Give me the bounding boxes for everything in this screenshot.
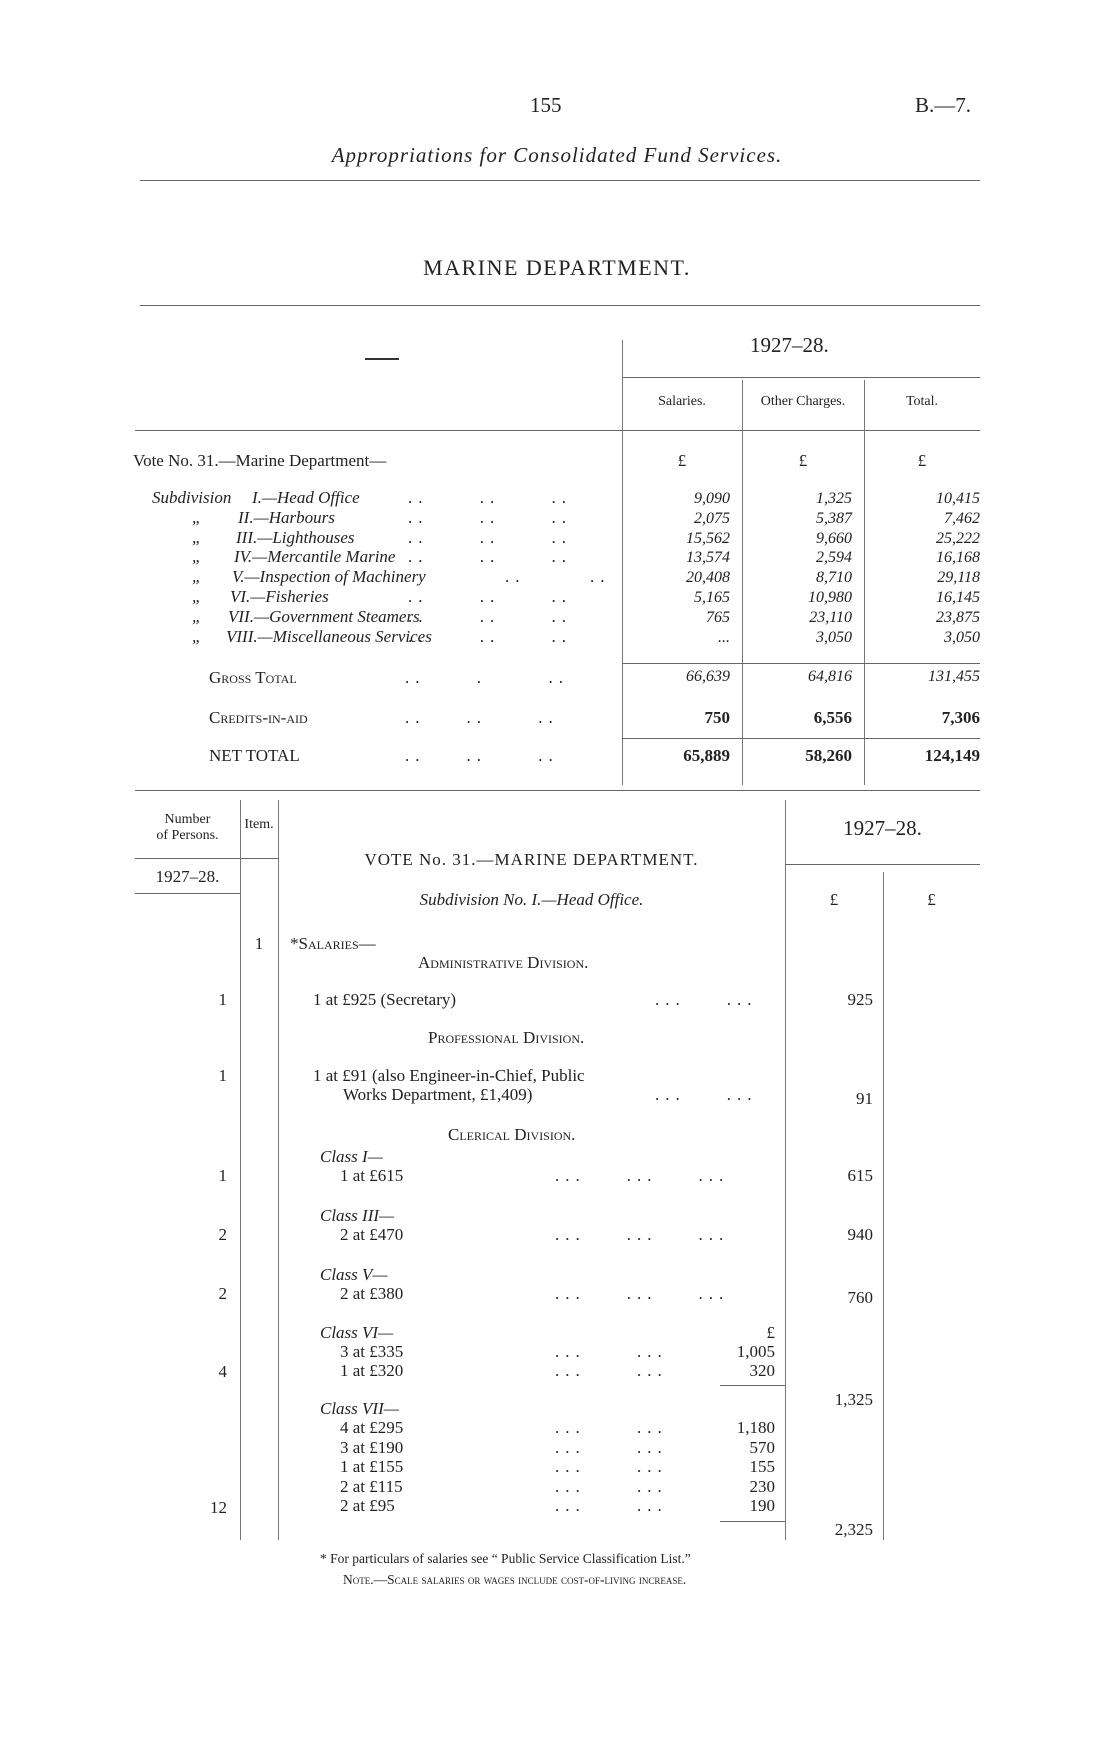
subdivision-prefix: „ bbox=[192, 567, 202, 587]
net-leaders: .. .. .. bbox=[405, 746, 559, 765]
col-persons-line2: of Persons. bbox=[156, 828, 219, 843]
class7-line: 2 at £95 bbox=[340, 1496, 395, 1515]
net-other: 58,260 bbox=[805, 746, 852, 765]
net-total: 124,149 bbox=[924, 746, 980, 765]
subdivision-prefix: Subdivision bbox=[152, 488, 232, 507]
row-salaries: 15,562 bbox=[686, 529, 730, 547]
class5-amount: 760 bbox=[847, 1288, 873, 1307]
class1-persons: 1 bbox=[218, 1166, 227, 1185]
header-rule bbox=[140, 180, 980, 181]
class6-subtotal-rule bbox=[720, 1385, 785, 1386]
subdivision-label: III.—Lighthouses bbox=[236, 527, 355, 547]
prof-division: Professional Division. bbox=[428, 1028, 585, 1047]
class7-persons: 12 bbox=[210, 1498, 227, 1517]
detail-vline-persons bbox=[240, 800, 241, 1540]
summary-top-rule bbox=[140, 305, 980, 306]
row-other-charges: 2,594 bbox=[816, 549, 852, 567]
class1-leaders: ... ... ... bbox=[555, 1166, 730, 1185]
prof-amount: 91 bbox=[856, 1089, 873, 1108]
row-leaders: .. .. .. bbox=[408, 587, 572, 606]
summary-currency-3: £ bbox=[917, 451, 927, 470]
class7-line: 1 at £155 bbox=[340, 1457, 404, 1476]
class3-leaders: ... ... ... bbox=[555, 1225, 730, 1244]
subdivision-prefix: „ bbox=[192, 547, 202, 567]
class6-line: 1 at £320 bbox=[340, 1361, 404, 1380]
gross-total-label: Gross Total bbox=[209, 668, 297, 687]
class6-amount: 1,325 bbox=[834, 1390, 873, 1409]
subdivision-label: IV.—Mercantile Marine bbox=[234, 547, 396, 567]
row-leaders: .. .. .. bbox=[408, 527, 572, 547]
class5-leaders: ... ... ... bbox=[555, 1284, 730, 1303]
gross-total: 131,455 bbox=[928, 668, 980, 685]
detail-currency-1: £ bbox=[829, 890, 839, 909]
subdivision-prefix: „ bbox=[192, 587, 202, 606]
col-salaries: Salaries. bbox=[658, 394, 706, 409]
class7-heading: Class VII— bbox=[320, 1399, 399, 1418]
class6-sub-currency: £ bbox=[766, 1323, 775, 1342]
vote-label: Vote No. 31.—Marine Department— bbox=[133, 451, 387, 470]
class7-line: 3 at £190 bbox=[340, 1437, 404, 1457]
col-total: Total. bbox=[905, 394, 939, 409]
class3-persons: 2 bbox=[218, 1225, 227, 1244]
summary-bottom-rule bbox=[135, 790, 980, 791]
class7-line-amount: 155 bbox=[749, 1457, 775, 1476]
detail-year: 1927–28. bbox=[843, 816, 922, 840]
prof-leaders: ... ... bbox=[655, 1085, 758, 1104]
persons-year-rule bbox=[135, 893, 240, 894]
admin-line: 1 at £925 (Secretary) bbox=[313, 990, 457, 1009]
admin-division: Administrative Division. bbox=[418, 953, 589, 972]
credits-leaders: .. .. .. bbox=[405, 708, 559, 727]
class5-heading: Class V— bbox=[320, 1265, 388, 1284]
row-total: 29,118 bbox=[937, 569, 980, 587]
col-item-header: Item. bbox=[244, 817, 274, 832]
class6-line-leaders: ... ... bbox=[555, 1361, 668, 1380]
detail-vline-item bbox=[278, 800, 279, 1540]
class7-line-leaders: ... ... bbox=[555, 1457, 668, 1476]
net-rule bbox=[622, 738, 980, 739]
prof-line-2: Works Department, £1,409) bbox=[343, 1085, 533, 1104]
note: Note.—Scale salaries or wages include cost-of-living increase. bbox=[343, 1572, 687, 1587]
row-salaries: 5,165 bbox=[694, 589, 730, 606]
class7-line-amount: 230 bbox=[749, 1476, 775, 1496]
class5-persons: 2 bbox=[218, 1284, 227, 1303]
row-total: 10,415 bbox=[936, 490, 980, 507]
subdivision-label: I.—Head Office bbox=[252, 488, 360, 507]
row-other-charges: 5,387 bbox=[816, 509, 852, 527]
row-other-charges: 23,110 bbox=[809, 608, 852, 626]
department-title: MARINE DEPARTMENT. bbox=[423, 255, 691, 280]
salaries-heading: *Salaries— bbox=[290, 934, 376, 953]
summary-year: 1927–28. bbox=[750, 333, 829, 357]
subdivision-prefix: „ bbox=[192, 507, 202, 527]
credits-other: 6,556 bbox=[813, 708, 852, 727]
class7-line-amount: 1,180 bbox=[736, 1418, 775, 1437]
persons-head-rule bbox=[135, 858, 278, 859]
row-other-charges: 9,660 bbox=[816, 529, 852, 547]
admin-amount: 925 bbox=[847, 990, 873, 1009]
class7-line: 2 at £115 bbox=[340, 1476, 403, 1496]
class6-heading: Class VI— bbox=[320, 1323, 394, 1342]
row-total: 23,875 bbox=[936, 608, 980, 626]
header-dash bbox=[365, 358, 399, 360]
class6-line-amount: 1,005 bbox=[736, 1342, 775, 1361]
row-other-charges: 1,325 bbox=[816, 490, 852, 507]
class7-subtotal-rule bbox=[720, 1521, 785, 1522]
class1-line: 1 at £615 bbox=[340, 1166, 404, 1185]
class3-heading: Class III— bbox=[320, 1206, 395, 1225]
class5-line: 2 at £380 bbox=[340, 1284, 404, 1303]
gross-salaries: 66,639 bbox=[686, 668, 730, 685]
admin-leaders: ... ... bbox=[655, 990, 758, 1009]
detail-vline-total bbox=[883, 872, 884, 1540]
net-total-label: NET TOTAL bbox=[209, 746, 300, 765]
admin-persons: 1 bbox=[218, 990, 227, 1009]
col-persons-line1: Number bbox=[164, 812, 211, 827]
row-total: 3,050 bbox=[944, 628, 980, 646]
class7-line-leaders: ... ... bbox=[555, 1418, 668, 1437]
subdivision-prefix: „ bbox=[192, 626, 202, 646]
class3-amount: 940 bbox=[847, 1225, 873, 1244]
row-salaries: ... bbox=[718, 628, 730, 646]
year-rule bbox=[622, 377, 980, 378]
row-total: 7,462 bbox=[944, 509, 980, 527]
row-salaries: 9,090 bbox=[694, 490, 730, 507]
row-leaders: .. .. .. bbox=[408, 488, 572, 507]
row-salaries: 765 bbox=[706, 608, 730, 626]
col-persons-header bbox=[135, 812, 240, 844]
page-number: 155 bbox=[530, 93, 562, 117]
class7-amount: 2,325 bbox=[834, 1520, 873, 1539]
row-total: 25,222 bbox=[936, 529, 980, 547]
class1-amount: 615 bbox=[847, 1166, 873, 1185]
prof-persons: 1 bbox=[218, 1066, 227, 1085]
class7-line-amount: 570 bbox=[749, 1437, 775, 1457]
class7-line: 4 at £295 bbox=[340, 1418, 404, 1437]
credits-label: Credits-in-aid bbox=[209, 708, 308, 727]
subdivision-label: V.—Inspection of Machinery bbox=[232, 567, 426, 587]
summary-currency-2: £ bbox=[798, 451, 808, 470]
vote-title: VOTE No. 31.—MARINE DEPARTMENT. bbox=[364, 850, 699, 869]
paper-reference: B.—7. bbox=[915, 93, 972, 117]
row-leaders: .. .. .. bbox=[408, 606, 572, 626]
row-total: 16,168 bbox=[936, 549, 980, 567]
class7-line-amount: 190 bbox=[749, 1496, 775, 1515]
gross-other: 64,816 bbox=[808, 668, 852, 685]
row-total: 16,145 bbox=[936, 589, 980, 606]
row-salaries: 2,075 bbox=[694, 509, 730, 527]
net-salaries: 65,889 bbox=[683, 746, 730, 765]
class6-persons: 4 bbox=[218, 1362, 227, 1381]
subdivision-title: Subdivision No. I.—Head Office. bbox=[419, 890, 644, 909]
class7-line-leaders: ... ... bbox=[555, 1476, 668, 1496]
class6-line: 3 at £335 bbox=[340, 1342, 404, 1361]
credits-salaries: 750 bbox=[704, 708, 730, 727]
clerical-division: Clerical Division. bbox=[448, 1125, 576, 1144]
item-number: 1 bbox=[254, 934, 264, 953]
row-salaries: 13,574 bbox=[686, 549, 730, 567]
persons-year: 1927–28. bbox=[155, 867, 220, 886]
row-other-charges: 10,980 bbox=[808, 589, 852, 606]
credits-total: 7,306 bbox=[941, 708, 980, 727]
prof-line-1: 1 at £91 (also Engineer-in-Chief, Public bbox=[313, 1066, 585, 1085]
subdivision-prefix: „ bbox=[192, 606, 202, 626]
row-leaders: .. bbox=[505, 567, 526, 587]
class7-line-leaders: ... ... bbox=[555, 1496, 668, 1515]
row-salaries: 20,408 bbox=[686, 569, 730, 587]
subdivision-prefix: „ bbox=[192, 527, 202, 547]
class7-line-leaders: ... ... bbox=[555, 1437, 668, 1457]
class1-heading: Class I— bbox=[320, 1147, 383, 1166]
row-leaders: .. .. .. bbox=[408, 507, 572, 527]
row-leaders: .. .. .. bbox=[408, 626, 572, 646]
col-other-charges: Other Charges. bbox=[760, 394, 846, 409]
subdivision-label: VIII.—Miscellaneous Services bbox=[226, 626, 432, 646]
summary-currency-1: £ bbox=[677, 451, 687, 470]
row-other-charges: 8,710 bbox=[816, 569, 852, 587]
page-subtitle: Appropriations for Consolidated Fund Services. bbox=[331, 143, 783, 167]
row-leaders-end: .. bbox=[590, 567, 611, 587]
footnote: * For particulars of salaries see “ Public Service Classification List.” bbox=[320, 1551, 691, 1566]
row-other-charges: 3,050 bbox=[816, 628, 852, 646]
class3-line: 2 at £470 bbox=[340, 1225, 404, 1244]
gross-rule bbox=[622, 663, 980, 664]
colhead-rule bbox=[135, 430, 980, 431]
class6-line-amount: 320 bbox=[749, 1361, 775, 1380]
row-leaders: .. .. .. bbox=[408, 547, 572, 567]
detail-currency-2: £ bbox=[927, 890, 936, 909]
detail-year-rule bbox=[785, 864, 980, 865]
gross-leaders: .. . .. bbox=[405, 668, 569, 687]
subdivision-label: II.—Harbours bbox=[238, 507, 335, 527]
class6-line-leaders: ... ... bbox=[555, 1342, 668, 1361]
subdivision-label: VII.—Government Steamers bbox=[228, 606, 420, 626]
subdivision-label: VI.—Fisheries bbox=[230, 587, 329, 606]
